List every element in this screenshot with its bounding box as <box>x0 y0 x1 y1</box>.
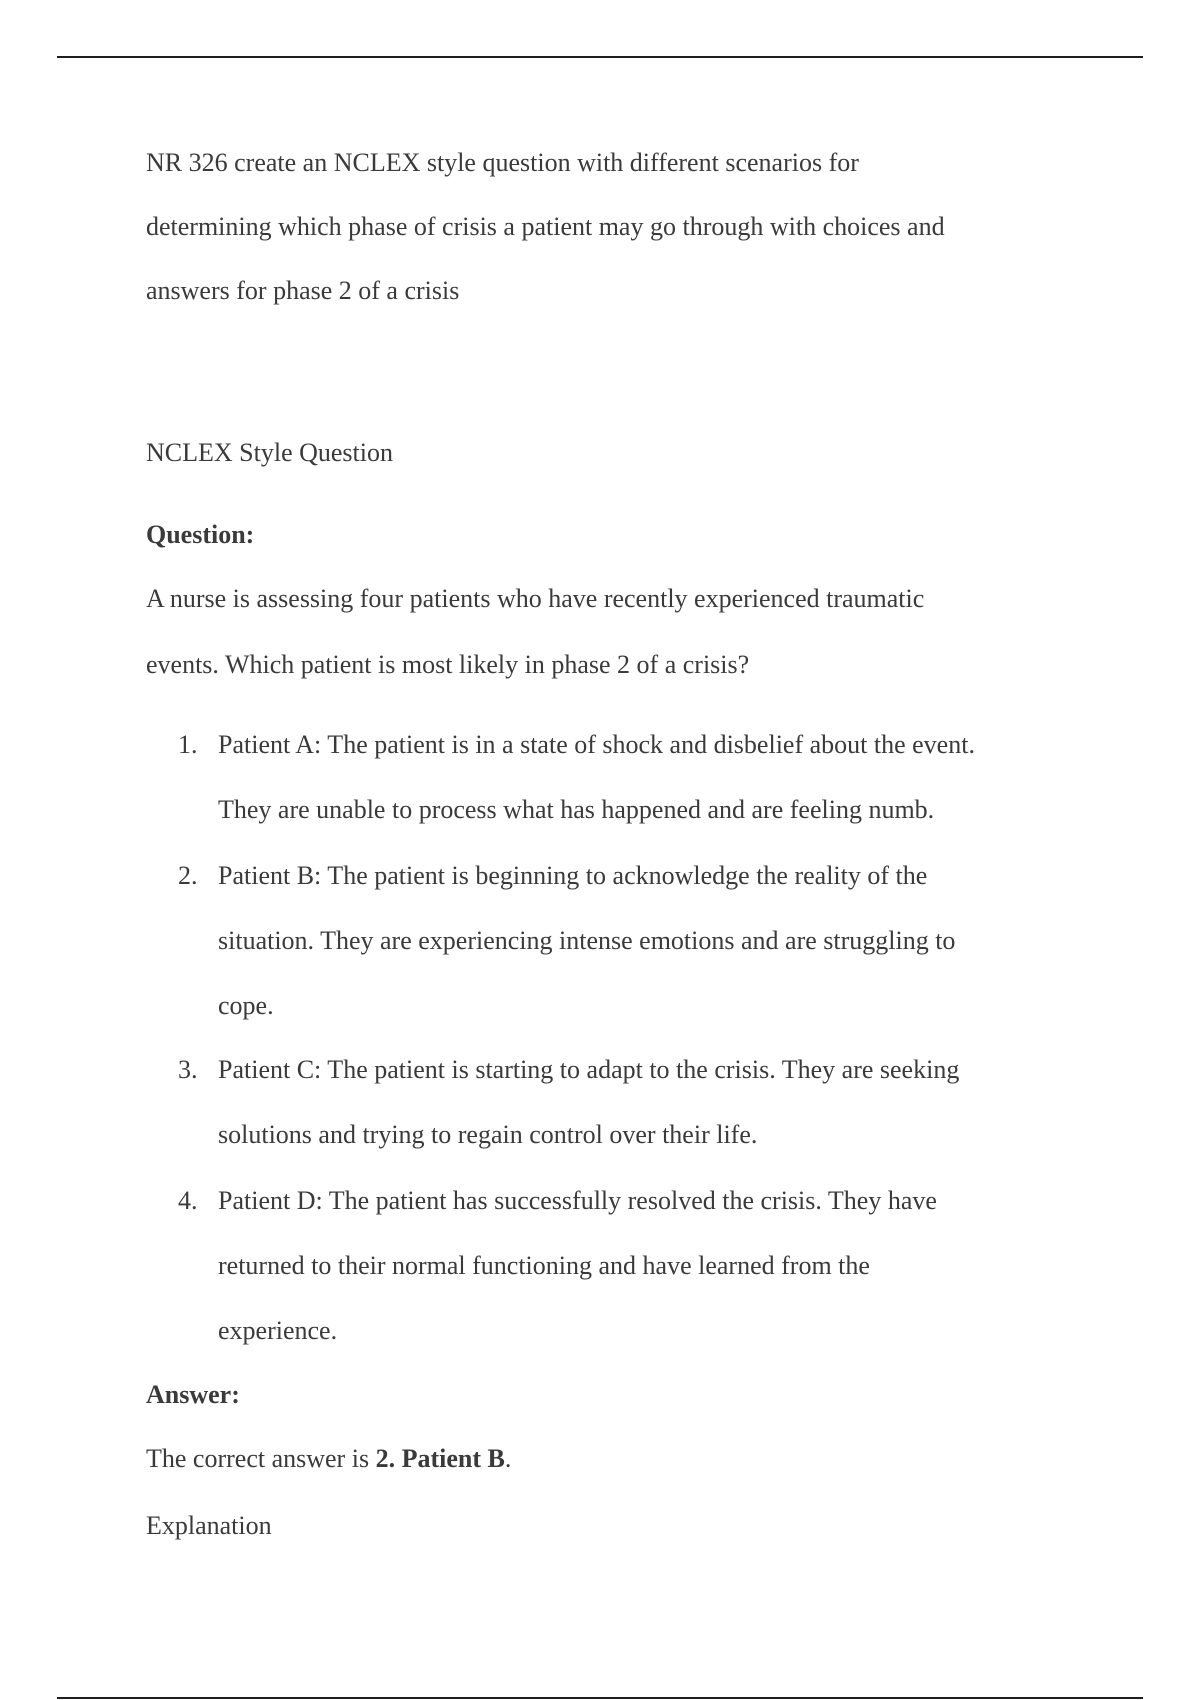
explanation-label: Explanation <box>146 1511 272 1540</box>
option-2-number: 2. <box>178 861 198 890</box>
option-2-line-1: Patient B: The patient is beginning to acknowledge the reality of the <box>218 861 928 890</box>
answer-prefix: The correct answer is <box>146 1444 376 1473</box>
intro-line-3: answers for phase 2 of a crisis <box>146 276 460 305</box>
option-1-line-1: Patient A: The patient is in a state of shock and disbelief about the event. <box>218 730 975 759</box>
answer-suffix: . <box>504 1444 512 1473</box>
answer-value: 2. Patient B <box>375 1444 505 1473</box>
option-3-line-1: Patient C: The patient is starting to adapt to the crisis. They are seeking <box>218 1055 960 1084</box>
top-rule <box>57 56 1143 58</box>
question-line-2: events. Which patient is most likely in phase 2 of a crisis? <box>146 650 750 679</box>
answer-label: Answer: <box>146 1380 240 1409</box>
question-label: Question: <box>146 520 255 549</box>
option-2-line-2: situation. They are experiencing intense emotions and are struggling to <box>218 926 956 955</box>
option-3-line-2: solutions and trying to regain control over their life. <box>218 1120 758 1149</box>
bottom-rule <box>57 1697 1143 1699</box>
option-4-line-3: experience. <box>218 1316 338 1345</box>
answer-text <box>146 1444 511 1474</box>
option-2-line-3: cope. <box>218 991 274 1020</box>
option-1-line-2: They are unable to process what has happened and are feeling numb. <box>218 795 935 824</box>
intro-line-2: determining which phase of crisis a patient may go through with choices and <box>146 212 945 241</box>
option-3-number: 3. <box>178 1055 198 1084</box>
option-4-line-1: Patient D: The patient has successfully resolved the crisis. They have <box>218 1186 937 1215</box>
option-4-number: 4. <box>178 1186 198 1215</box>
option-1-number: 1. <box>178 730 198 759</box>
section-title: NCLEX Style Question <box>146 438 393 467</box>
intro-line-1: NR 326 create an NCLEX style question with different scenarios for <box>146 148 859 177</box>
question-line-1: A nurse is assessing four patients who have recently experienced traumatic <box>146 584 925 613</box>
option-4-line-2: returned to their normal functioning and have learned from the <box>218 1251 870 1280</box>
